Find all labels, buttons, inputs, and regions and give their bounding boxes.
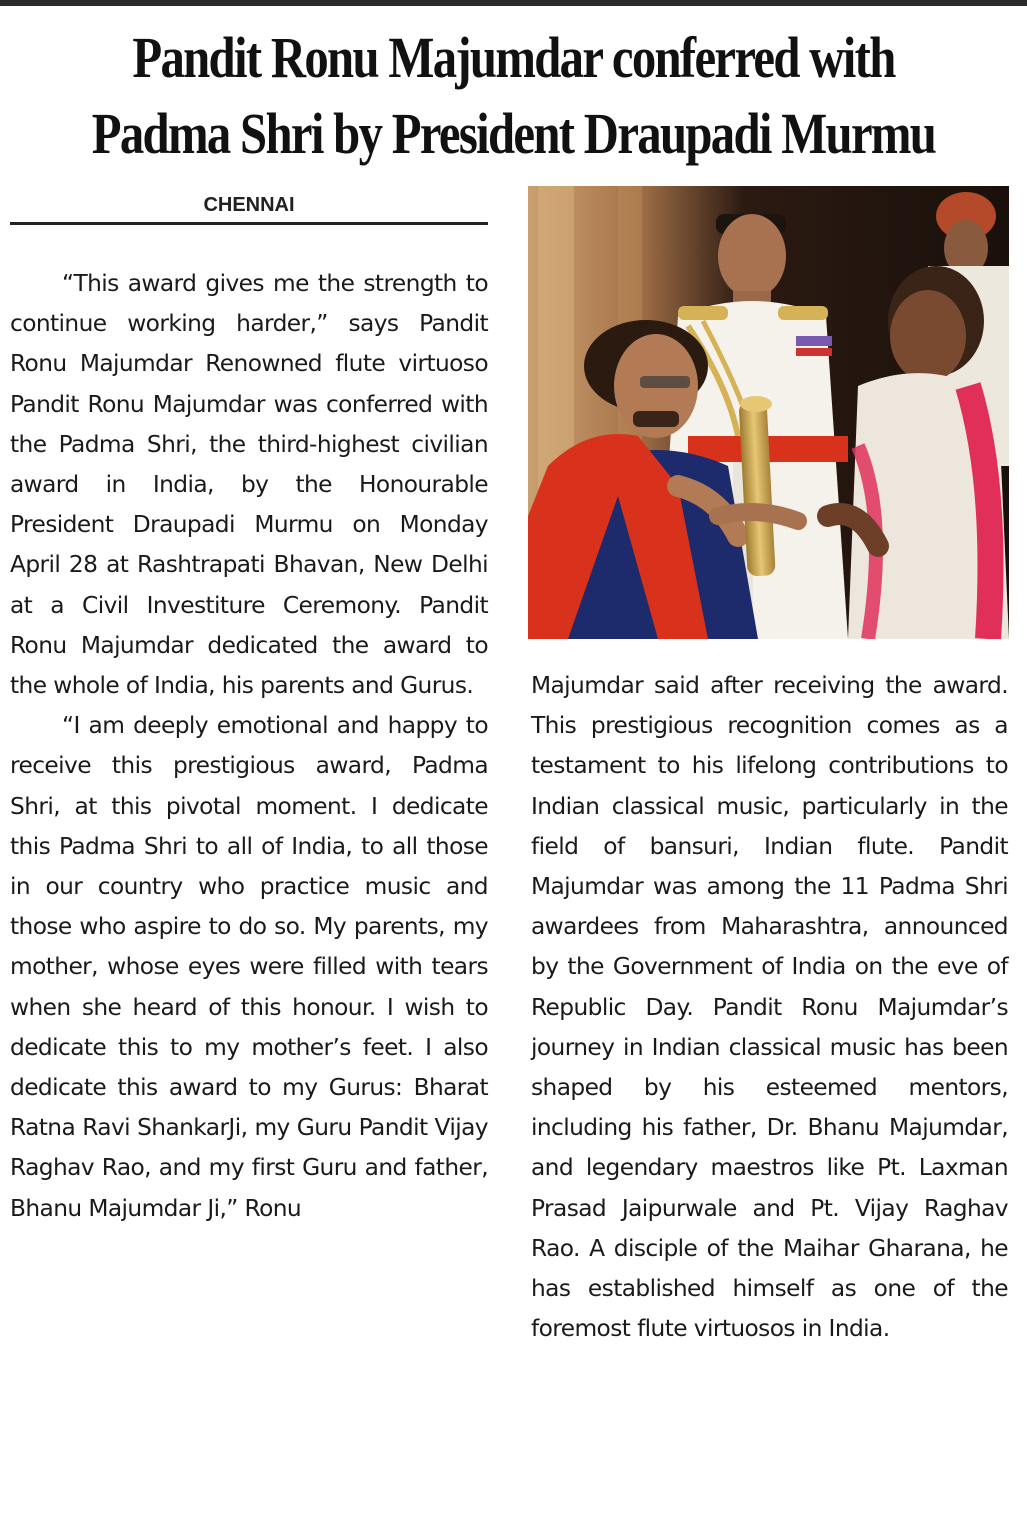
article-paragraph-1: “This award gives me the strength to continue working harder,” says Pandit Ronu Majumdar Renowned flute virtuoso Pandit Ronu Majumdar was conferred with the Padma Shri, the third-highest civilian award in India, by the Honourable President Draupadi Murmu on Monday April 28 at Rashtrapati Bhavan, New Delhi at a Civil Investiture Ceremony. Pandit Ronu Majumdar dedicated the award to the whole of India, his parents and Gurus. <box>10 270 488 700</box>
photo-illustration <box>528 186 1009 639</box>
headline-line-1: Pandit Ronu Majumdar conferred with <box>132 25 895 90</box>
article-column-left <box>10 264 488 1229</box>
article-paragraph-3: Majumdar said after receiving the award. This prestigious recognition comes as a testament to his lifelong contributions to Indian classical music, particularly in the field of bansuri, Indian flute. Pandit Majumdar was among the 11 Padma Shri awardees from Maharashtra, announced by the Government of India on the eve of Republic Day. Pandit Ronu Majumdar’s journey in Indian classical music has been shaped by his esteemed mentors, including his father, Dr. Bhanu Majumdar, and legendary maestros like Pt. Laxman Prasad Jaipurwale and Pt. Vijay Raghav Rao. A disciple of the Maihar Gharana, he has established himself as one of the foremost flute virtuosos in India. <box>531 672 1008 1343</box>
top-rule <box>0 0 1027 6</box>
dateline: CHENNAI <box>203 194 295 216</box>
dateline-rule <box>10 222 488 225</box>
article-column-right <box>531 666 1008 1349</box>
article-paragraph-2: “I am deeply emotional and happy to receive this prestigious award, Padma Shri, at this pivotal moment. I dedicate this Padma Shri to all of India, to all those in our country who practice music and those who aspire to do so. My parents, my mother, whose eyes were filled with tears when she heard of this honour. I wish to dedicate this to my mother’s feet. I also dedicate this award to my Gurus: Bharat Ratna Ravi ShankarJi, my Guru Pandit Vijay Raghav Rao, and my first Guru and father, Bhanu Majumdar Ji,” Ronu <box>10 712 488 1222</box>
award-ceremony-photo <box>528 186 1009 639</box>
headline <box>82 20 945 172</box>
headline-line-2: Padma Shri by President Draupadi Murmu <box>91 101 936 166</box>
